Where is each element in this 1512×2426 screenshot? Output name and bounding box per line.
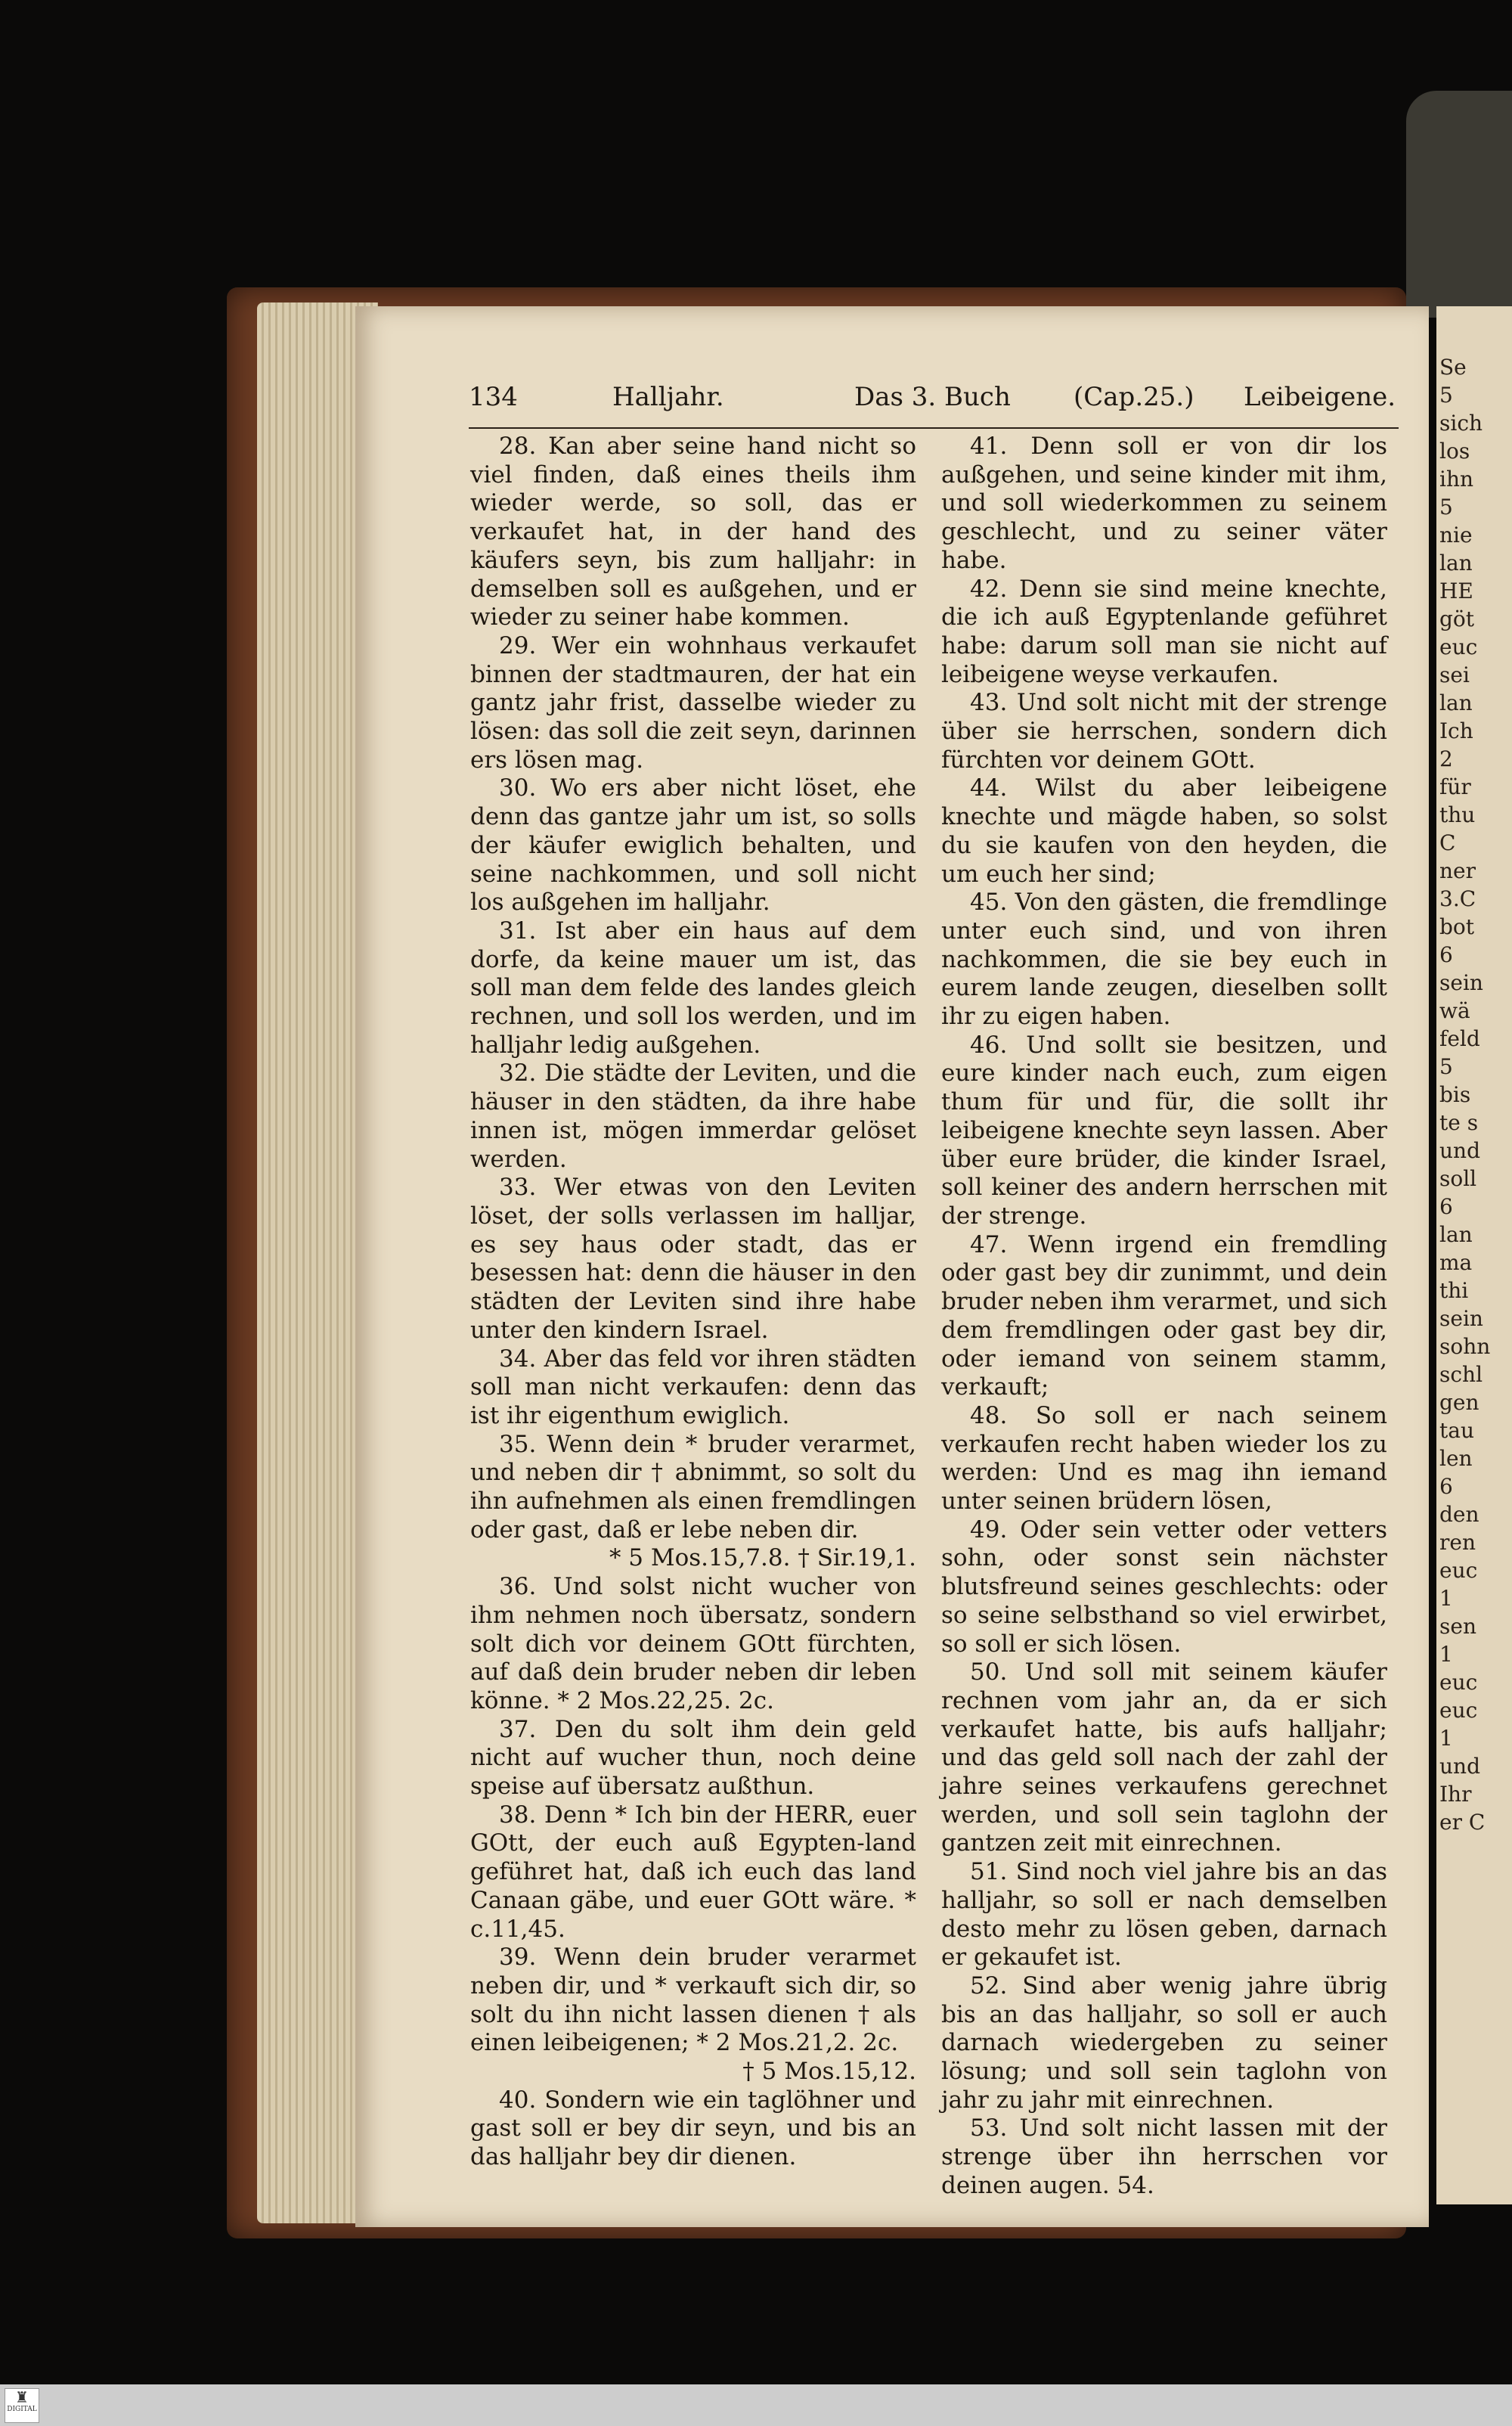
sliver-line: sich (1439, 411, 1483, 436)
header-book: Das 3. Buch (854, 382, 1011, 412)
header-right-title: Leibeigene. (1244, 382, 1396, 412)
sliver-line: 1 (1439, 1642, 1453, 1667)
verse-paragraph: 49. Oder sein vetter oder vetters sohn, oder sonst sein nächster blutsfreund seines geschlechts: oder so seine selbsthand so viel erwirbet, so soll er sich lösen. (941, 1515, 1387, 1658)
sliver-line: HE (1439, 579, 1473, 603)
sliver-line: sein (1439, 1306, 1483, 1331)
verse-paragraph: 53. Und solt nicht lassen mit der strenge über ihn herrschen vor deinen augen. 54. (941, 2114, 1387, 2199)
sliver-line: 6 (1439, 942, 1453, 967)
sliver-line: lan (1439, 690, 1473, 715)
verse-paragraph: 38. Denn * Ich bin der HERR, euer GOtt, der euch auß Egypten-land geführet hat, daß ich euch das land Canaan gäbe, und euer GOtt wäre. * c.11,45. (470, 1801, 916, 1943)
library-logo (5, 2388, 39, 2423)
sliver-line: sei (1439, 662, 1470, 687)
verse-paragraph: 42. Denn sie sind meine knechte, die ich auß Egyptenlande geführet habe: darum soll man sie nicht auf leibeigene weyse verkaufen. (941, 575, 1387, 688)
viewer-bottom-bar (0, 2384, 1512, 2426)
verse-paragraph: 31. Ist aber ein haus auf dem dorfe, da keine mauer um ist, das soll man dem felde des landes gleich rechnen, und soll los werden, und im halljahr ledig außgehen. (470, 917, 916, 1059)
sliver-line: len (1439, 1446, 1473, 1471)
sliver-line: lan (1439, 551, 1473, 575)
sliver-line: nie (1439, 523, 1473, 548)
page-number: 134 (469, 382, 518, 412)
sliver-line: thi (1439, 1278, 1469, 1303)
sliver-line: tau (1439, 1418, 1474, 1443)
verse-paragraph: 41. Denn soll er von dir los außgehen, und seine kinder mit ihm, und soll wiederkommen zu seinem geschlecht, und zu seiner väter habe. (941, 433, 1387, 574)
sliver-line: bis (1439, 1082, 1471, 1107)
sliver-line: für (1439, 774, 1471, 799)
sliver-line: euc (1439, 1698, 1478, 1723)
logo-icon: ♜ (15, 2388, 29, 2406)
verse-paragraph: 46. Und sollt sie besitzen, und eure kinder nach euch, zum eigen thum für und für, die sollt ihr leibeigene knechte seyn lassen. Aber über eure brüder, die kinder Israel, soll keiner des andern herrschen mit der strenge. (941, 1031, 1387, 1230)
running-header (469, 382, 1399, 420)
header-left-title: Halljahr. (612, 382, 724, 412)
book-spine (1406, 91, 1512, 318)
sliver-line: göt (1439, 606, 1475, 631)
verse-paragraph: 51. Sind noch viel jahre bis an das halljahr, so soll er nach demselben desto mehr zu lösen geben, darnach er gekaufet ist. (941, 1858, 1387, 1972)
verse-paragraph: 34. Aber das feld vor ihren städten soll man nicht verkaufen: denn das ist ihr eigenthum ewiglich. (470, 1345, 916, 1429)
sliver-line: 1 (1439, 1586, 1453, 1611)
verse-paragraph: 36. Und solst nicht wucher von ihm nehmen noch übersatz, sondern solt dich vor deinem GOtt fürchten, auf daß dein bruder neben dir leben könne. * 2 Mos.22,25. 2c. (470, 1573, 916, 1714)
sliver-line: sohn (1439, 1334, 1491, 1359)
verse-paragraph: † 5 Mos.15,12. (742, 2058, 916, 2086)
sliver-line: 6 (1439, 1474, 1453, 1499)
sliver-line: wä (1439, 998, 1470, 1023)
verse-paragraph: 47. Wenn irgend ein fremdling oder gast bey dir zunimmt, und dein bruder neben ihm verarmet, und sich dem fremdlingen oder gast bey dir, oder iemand von seinem stamm, verkauft; (941, 1230, 1387, 1401)
sliver-line: er C (1439, 1810, 1486, 1835)
verse-paragraph: 45. Von den gästen, die fremdlinge unter euch sind, und von ihren nachkommen, die sie bey euch in eurem lande zeugen, dieselben sollt ihr zu eigen haben. (941, 889, 1387, 1031)
left-text-column (470, 433, 916, 2172)
sliver-line: und (1439, 1138, 1480, 1163)
verse-paragraph: 29. Wer ein wohnhaus verkaufet binnen der stadtmauren, der hat ein gantz jahr frist, dasselbe wieder zu lösen: das soll die zeit seyn, darinnen ers lösen mag. (470, 631, 916, 774)
sliver-line: gen (1439, 1390, 1479, 1415)
sliver-line: 5 (1439, 495, 1453, 520)
sliver-line: soll (1439, 1166, 1477, 1191)
sliver-line: schl (1439, 1362, 1483, 1387)
verse-paragraph: * 5 Mos.15,7.8. † Sir.19,1. (609, 1544, 916, 1572)
sliver-line: 6 (1439, 1194, 1453, 1219)
sliver-line: te s (1439, 1110, 1479, 1135)
verse-paragraph: 39. Wenn dein bruder verarmet neben dir, und * verkauft sich dir, so solt du ihn nicht lassen dienen † als einen leibeigenen; * 2 Mos.21,2. 2c. (470, 1944, 916, 2057)
sliver-line: lan (1439, 1222, 1473, 1247)
sliver-line: den (1439, 1502, 1479, 1527)
header-rule (469, 427, 1399, 429)
verse-paragraph: 40. Sondern wie ein taglöhner und gast soll er bey dir seyn, und bis an das halljahr bey dir dienen. (470, 2086, 916, 2171)
verse-paragraph: 43. Und solt nicht mit der strenge über sie herrschen, sondern dich fürchten vor deinem GOtt. (941, 689, 1387, 774)
sliver-line: Ihr (1439, 1782, 1472, 1807)
sliver-line: feld (1439, 1026, 1480, 1051)
sliver-line: 1 (1439, 1726, 1453, 1751)
verse-paragraph: 37. Den du solt ihm dein geld nicht auf wucher thun, noch deine speise auf übersatz außthun. (470, 1715, 916, 1801)
verse-paragraph: 50. Und soll mit seinem käufer rechnen vom jahr an, da er sich verkaufet hatte, bis aufs halljahr; und das geld soll nach der zahl der jahre seines verkaufens gerechnet werden, und soll sein taglohn der gantzen zeit mit einrechnen. (941, 1658, 1387, 1857)
verse-paragraph: 30. Wo ers aber nicht löset, ehe denn das gantze jahr um ist, so solls der käufer ewiglich behalten, und seine nachkommen, und soll nicht los außgehen im halljahr. (470, 774, 916, 917)
verse-paragraph: 28. Kan aber seine hand nicht so viel finden, daß eines theils ihm wieder werde, so soll, das er verkaufet hat, in der hand des käufers seyn, bis zum halljahr: in demselben soll es außgehen, und er wieder zu seiner habe kommen. (470, 433, 916, 631)
sliver-line: ner (1439, 858, 1476, 883)
sliver-line: ren (1439, 1530, 1476, 1555)
sliver-line: Se (1439, 355, 1467, 380)
sliver-line: ma (1439, 1250, 1473, 1275)
verse-paragraph: 32. Die städte der Leviten, und die häuser in den städten, da ihre habe innen ist, mögen immerdar gelöset werden. (470, 1059, 916, 1173)
sliver-line: sen (1439, 1614, 1476, 1639)
verse-paragraph: 44. Wilst du aber leibeigene knechte und mägde haben, so solst du sie kaufen von den heyden, die um euch her sind; (941, 774, 1387, 888)
logo-label: DIGITAL (7, 2406, 37, 2413)
sliver-line: 2 (1439, 746, 1453, 771)
verse-paragraph: 52. Sind aber wenig jahre übrig bis an das halljahr, so soll er auch darnach wiedergeben zu seiner lösung; und soll sein taglohn von jahr zu jahr mit einrechnen. (941, 1972, 1387, 2114)
sliver-line: Ich (1439, 718, 1473, 743)
sliver-line: bot (1439, 914, 1475, 939)
sliver-line: euc (1439, 1670, 1478, 1695)
verse-paragraph: 33. Wer etwas von den Leviten löset, der solls verlassen im halljar, es sey haus oder stadt, das er besessen hat: denn die häuser in den städten der Leviten sind ihre habe unter den kindern Israel. (470, 1174, 916, 1344)
sliver-line: euc (1439, 1558, 1478, 1583)
right-text-column (941, 433, 1387, 2201)
sliver-line: sein (1439, 970, 1483, 995)
sliver-line: los (1439, 439, 1470, 464)
sliver-line: 5 (1439, 1054, 1453, 1079)
sliver-line: ihn (1439, 467, 1474, 492)
header-chapter: (Cap.25.) (1074, 382, 1194, 412)
sliver-line: und (1439, 1754, 1480, 1779)
sliver-line: euc (1439, 634, 1478, 659)
sliver-line: 5 (1439, 383, 1453, 408)
facing-page-sliver (1436, 306, 1512, 2204)
sliver-line: thu (1439, 802, 1476, 827)
verse-paragraph: 35. Wenn dein * bruder verarmet, und neben dir † abnimmt, so solt du ihn aufnehmen als einen fremdlingen oder gast, daß er lebe neben dir. (470, 1430, 916, 1543)
sliver-line: C (1439, 830, 1456, 855)
sliver-line: 3.C (1439, 886, 1476, 911)
verse-paragraph: 48. So soll er nach seinem verkaufen recht haben wieder los zu werden: Und es mag ihn iemand unter seinen brüdern lösen, (941, 1401, 1387, 1515)
